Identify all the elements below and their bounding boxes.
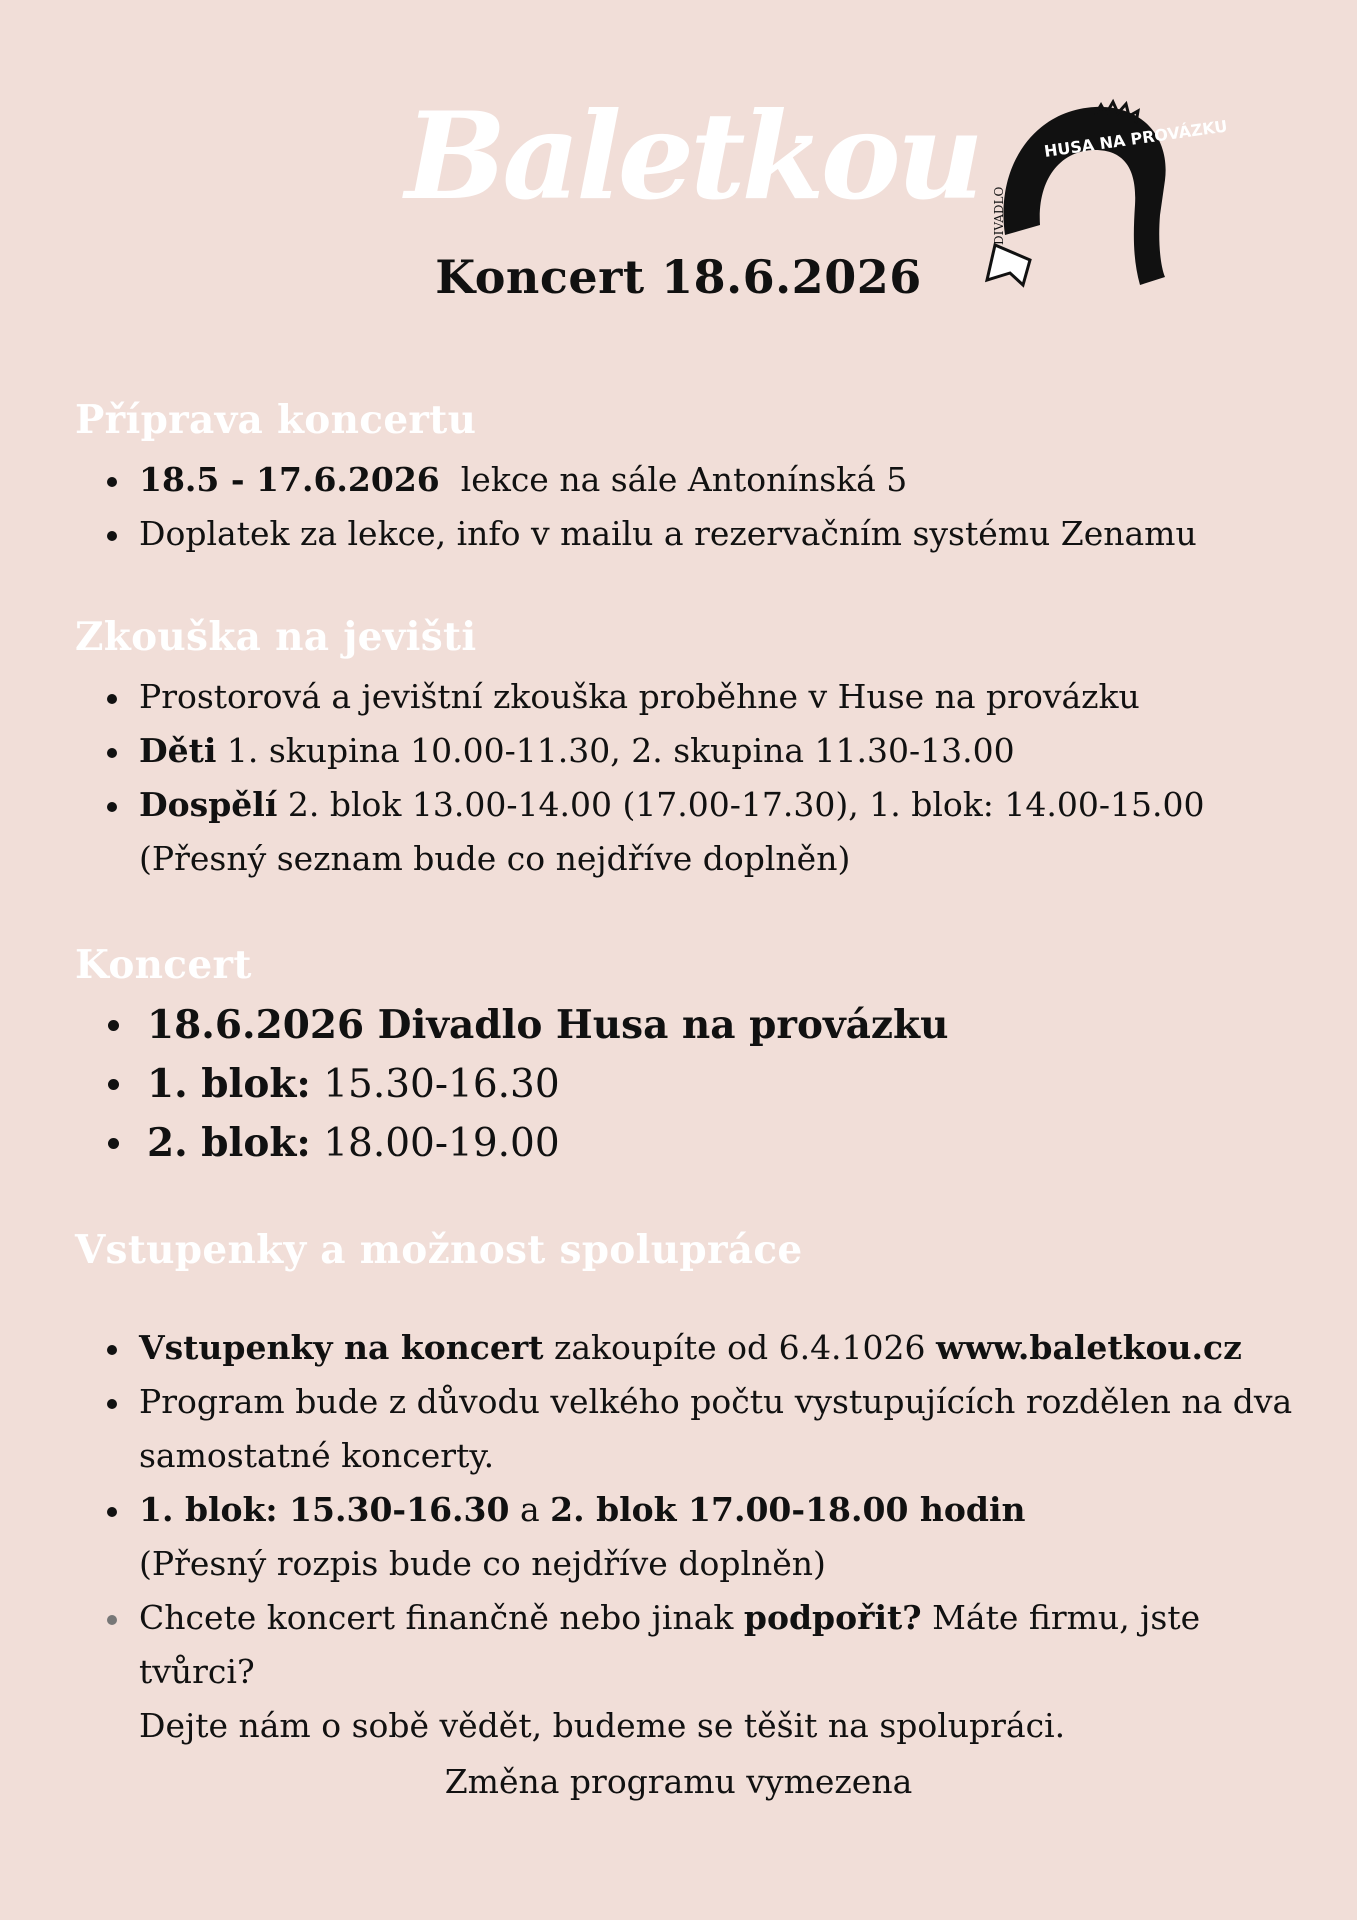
section-heading: Vstupenky a možnost spolupráce bbox=[75, 1227, 803, 1273]
list-item: Děti 1. skupina 10.00-11.30, 2. skupina 11.30-13.00 bbox=[75, 724, 1315, 778]
section-zkouska bbox=[75, 612, 1315, 886]
section-heading: Příprava koncertu bbox=[75, 397, 477, 443]
section-priprava bbox=[75, 395, 1315, 561]
baletkou-wordmark-icon bbox=[395, 58, 980, 258]
svg-text:DIVADLO: DIVADLO bbox=[992, 186, 1006, 245]
svg-text:HUSA NA PROVÁZKU: HUSA NA PROVÁZKU bbox=[1042, 116, 1229, 161]
list-item: 2. blok: 18.00-19.00 bbox=[75, 1114, 1315, 1173]
section-heading: Koncert bbox=[75, 942, 252, 988]
list-item: Dospělí 2. blok 13.00-14.00 (17.00-17.30), 1. blok: 14.00-15.00 (Přesný seznam bude co nejdříve doplněn) bbox=[75, 778, 1315, 886]
section-heading: Zkouška na jevišti bbox=[75, 614, 477, 660]
page-title: Koncert 18.6.2026 bbox=[435, 250, 922, 304]
svg-text:Baletkou: Baletkou bbox=[405, 86, 980, 227]
list-item: 1. blok: 15.30-16.30 bbox=[75, 1055, 1315, 1114]
list-item: Prostorová a jevištní zkouška proběhne v Huse na provázku bbox=[75, 670, 1315, 724]
list-item: Doplatek za lekce, info v mailu a rezervačním systému Zenamu bbox=[75, 507, 1315, 561]
list-item: Vstupenky na koncert zakoupíte od 6.4.1026 www.baletkou.cz bbox=[75, 1321, 1315, 1375]
section-vstupenky bbox=[75, 1225, 1315, 1753]
footer-note: Změna programu vymezena bbox=[444, 1762, 913, 1801]
list-item: 18.6.2026 Divadlo Husa na provázku bbox=[75, 996, 1315, 1055]
list-item: 18.5 - 17.6.2026 lekce na sále Antonínská 5 bbox=[75, 453, 1315, 507]
list-item: Chcete koncert finančně nebo jinak podpořit? Máte firmu, jste tvůrci? Dejte nám o sobě vědět, budeme se těšit na spolupráci. bbox=[75, 1591, 1315, 1753]
list-item: Program bude z důvodu velkého počtu vystupujících rozdělen na dva samostatné koncerty. bbox=[75, 1375, 1315, 1483]
list-item: 1. blok: 15.30-16.30 a 2. blok 17.00-18.00 hodin (Přesný rozpis bude co nejdříve doplněn) bbox=[75, 1483, 1315, 1591]
baletkou-logo bbox=[395, 58, 980, 258]
section-koncert bbox=[75, 940, 1315, 1173]
